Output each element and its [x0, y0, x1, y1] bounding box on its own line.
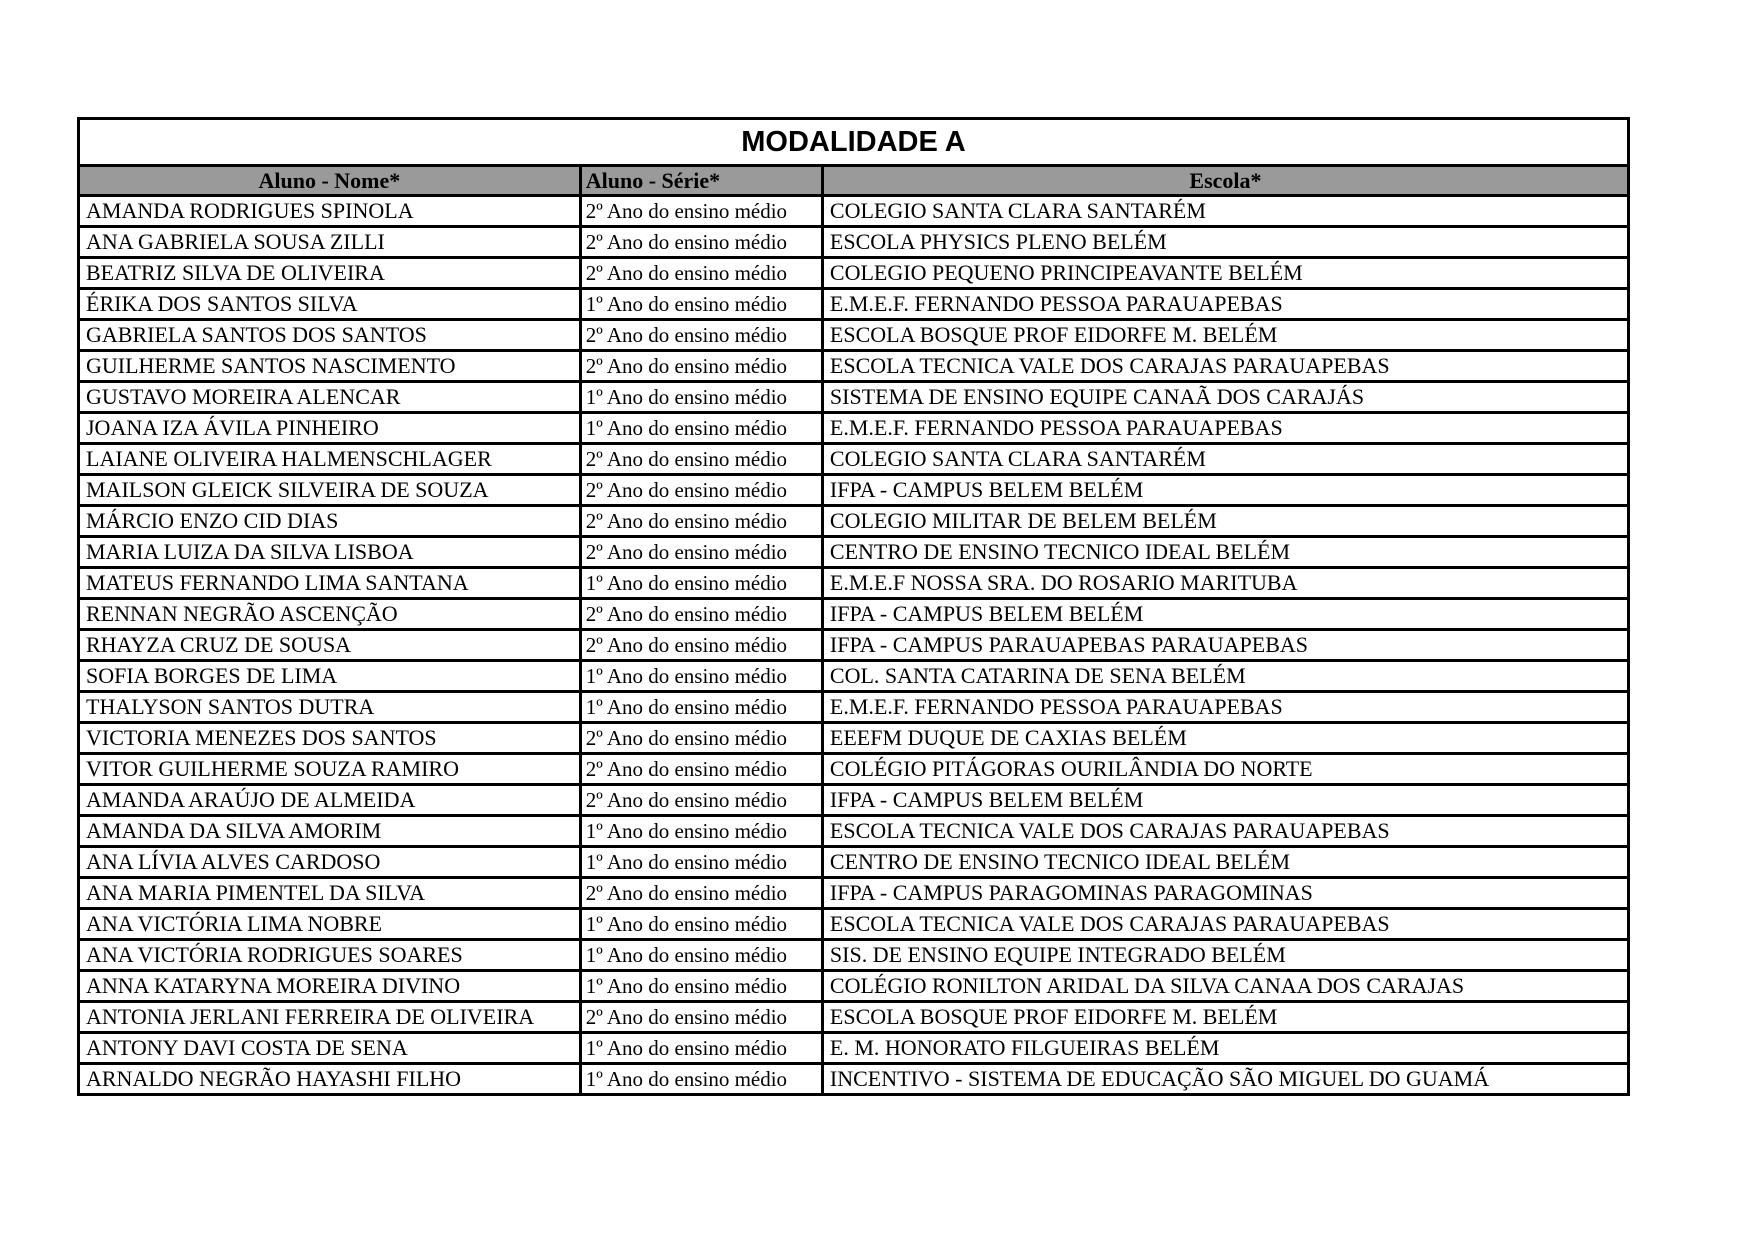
cell-name: ANA VICTÓRIA RODRIGUES SOARES [79, 940, 581, 971]
cell-serie: 1º Ano do ensino médio [580, 382, 822, 413]
cell-serie: 2º Ano do ensino médio [580, 506, 822, 537]
cell-name: RENNAN NEGRÃO ASCENÇÃO [79, 599, 581, 630]
cell-serie: 2º Ano do ensino médio [580, 475, 822, 506]
cell-escola: IFPA - CAMPUS PARAGOMINAS PARAGOMINAS [822, 878, 1628, 909]
cell-serie: 1º Ano do ensino médio [580, 971, 822, 1002]
cell-serie: 1º Ano do ensino médio [580, 909, 822, 940]
cell-escola: E.M.E.F. FERNANDO PESSOA PARAUAPEBAS [822, 692, 1628, 723]
cell-escola: E.M.E.F NOSSA SRA. DO ROSARIO MARITUBA [822, 568, 1628, 599]
cell-escola: COLÉGIO RONILTON ARIDAL DA SILVA CANAA DOS CARAJAS [822, 971, 1628, 1002]
cell-escola: COLEGIO SANTA CLARA SANTARÉM [822, 196, 1628, 227]
table-body [79, 196, 1629, 1095]
cell-escola: E. M. HONORATO FILGUEIRAS BELÉM [822, 1033, 1628, 1064]
cell-name: ANA VICTÓRIA LIMA NOBRE [79, 909, 581, 940]
cell-name: GUILHERME SANTOS NASCIMENTO [79, 351, 581, 382]
cell-serie: 2º Ano do ensino médio [580, 537, 822, 568]
cell-serie: 2º Ano do ensino médio [580, 878, 822, 909]
table-row [79, 847, 1629, 878]
cell-name: GUSTAVO MOREIRA ALENCAR [79, 382, 581, 413]
table-row [79, 816, 1629, 847]
table-row [79, 444, 1629, 475]
cell-serie: 2º Ano do ensino médio [580, 599, 822, 630]
header-escola: Escola* [822, 166, 1628, 196]
cell-escola: COLÉGIO PITÁGORAS OURILÂNDIA DO NORTE [822, 754, 1628, 785]
cell-escola: COLEGIO SANTA CLARA SANTARÉM [822, 444, 1628, 475]
cell-name: VICTORIA MENEZES DOS SANTOS [79, 723, 581, 754]
cell-serie: 2º Ano do ensino médio [580, 227, 822, 258]
cell-escola: CENTRO DE ENSINO TECNICO IDEAL BELÉM [822, 537, 1628, 568]
table-row [79, 630, 1629, 661]
cell-serie: 2º Ano do ensino médio [580, 630, 822, 661]
table-row [79, 196, 1629, 227]
cell-serie: 2º Ano do ensino médio [580, 351, 822, 382]
cell-name: ANA GABRIELA SOUSA ZILLI [79, 227, 581, 258]
cell-escola: SIS. DE ENSINO EQUIPE INTEGRADO BELÉM [822, 940, 1628, 971]
cell-escola: CENTRO DE ENSINO TECNICO IDEAL BELÉM [822, 847, 1628, 878]
cell-serie: 2º Ano do ensino médio [580, 754, 822, 785]
cell-name: AMANDA ARAÚJO DE ALMEIDA [79, 785, 581, 816]
cell-name: ARNALDO NEGRÃO HAYASHI FILHO [79, 1064, 581, 1095]
cell-serie: 1º Ano do ensino médio [580, 289, 822, 320]
cell-escola: INCENTIVO - SISTEMA DE EDUCAÇÃO SÃO MIGUEL DO GUAMÁ [822, 1064, 1628, 1095]
cell-name: BEATRIZ SILVA DE OLIVEIRA [79, 258, 581, 289]
table-row [79, 382, 1629, 413]
table-row [79, 785, 1629, 816]
cell-name: MARIA LUIZA DA SILVA LISBOA [79, 537, 581, 568]
cell-escola: ESCOLA TECNICA VALE DOS CARAJAS PARAUAPEBAS [822, 816, 1628, 847]
table-row [79, 692, 1629, 723]
header-serie: Aluno - Série* [580, 166, 822, 196]
cell-name: GABRIELA SANTOS DOS SANTOS [79, 320, 581, 351]
table-row [79, 289, 1629, 320]
cell-name: ANA LÍVIA ALVES CARDOSO [79, 847, 581, 878]
cell-escola: COL. SANTA CATARINA DE SENA BELÉM [822, 661, 1628, 692]
table-row [79, 723, 1629, 754]
cell-serie: 1º Ano do ensino médio [580, 847, 822, 878]
title-row [79, 119, 1629, 166]
results-sheet [77, 117, 1630, 1096]
cell-name: ÉRIKA DOS SANTOS SILVA [79, 289, 581, 320]
cell-escola: SISTEMA DE ENSINO EQUIPE CANAÃ DOS CARAJÁS [822, 382, 1628, 413]
table-row [79, 1002, 1629, 1033]
cell-serie: 1º Ano do ensino médio [580, 568, 822, 599]
cell-name: MATEUS FERNANDO LIMA SANTANA [79, 568, 581, 599]
table-row [79, 599, 1629, 630]
cell-escola: ESCOLA TECNICA VALE DOS CARAJAS PARAUAPEBAS [822, 909, 1628, 940]
cell-serie: 2º Ano do ensino médio [580, 320, 822, 351]
table-title: MODALIDADE A [79, 119, 1629, 166]
cell-name: AMANDA RODRIGUES SPINOLA [79, 196, 581, 227]
table-row [79, 971, 1629, 1002]
table-row [79, 1033, 1629, 1064]
cell-serie: 1º Ano do ensino médio [580, 1033, 822, 1064]
table-row [79, 754, 1629, 785]
cell-escola: IFPA - CAMPUS BELEM BELÉM [822, 785, 1628, 816]
cell-serie: 1º Ano do ensino médio [580, 940, 822, 971]
cell-escola: E.M.E.F. FERNANDO PESSOA PARAUAPEBAS [822, 413, 1628, 444]
table-row [79, 351, 1629, 382]
table-row [79, 661, 1629, 692]
table-row [79, 506, 1629, 537]
cell-escola: IFPA - CAMPUS PARAUAPEBAS PARAUAPEBAS [822, 630, 1628, 661]
table-row [79, 413, 1629, 444]
cell-name: ANNA KATARYNA MOREIRA DIVINO [79, 971, 581, 1002]
cell-escola: EEEFM DUQUE DE CAXIAS BELÉM [822, 723, 1628, 754]
cell-escola: COLEGIO PEQUENO PRINCIPEAVANTE BELÉM [822, 258, 1628, 289]
cell-name: ANTONIA JERLANI FERREIRA DE OLIVEIRA [79, 1002, 581, 1033]
cell-serie: 2º Ano do ensino médio [580, 444, 822, 475]
table-row [79, 909, 1629, 940]
header-row [79, 166, 1629, 196]
table-row [79, 320, 1629, 351]
cell-name: ANA MARIA PIMENTEL DA SILVA [79, 878, 581, 909]
results-table [77, 117, 1630, 1096]
cell-serie: 1º Ano do ensino médio [580, 816, 822, 847]
cell-name: LAIANE OLIVEIRA HALMENSCHLAGER [79, 444, 581, 475]
cell-escola: ESCOLA BOSQUE PROF EIDORFE M. BELÉM [822, 320, 1628, 351]
cell-escola: ESCOLA TECNICA VALE DOS CARAJAS PARAUAPEBAS [822, 351, 1628, 382]
table-row [79, 568, 1629, 599]
cell-serie: 2º Ano do ensino médio [580, 196, 822, 227]
cell-name: MÁRCIO ENZO CID DIAS [79, 506, 581, 537]
table-row [79, 940, 1629, 971]
cell-name: AMANDA DA SILVA AMORIM [79, 816, 581, 847]
cell-escola: E.M.E.F. FERNANDO PESSOA PARAUAPEBAS [822, 289, 1628, 320]
table-row [79, 475, 1629, 506]
cell-name: SOFIA BORGES DE LIMA [79, 661, 581, 692]
table-row [79, 537, 1629, 568]
cell-serie: 1º Ano do ensino médio [580, 692, 822, 723]
cell-serie: 2º Ano do ensino médio [580, 1002, 822, 1033]
cell-escola: COLEGIO MILITAR DE BELEM BELÉM [822, 506, 1628, 537]
cell-serie: 2º Ano do ensino médio [580, 258, 822, 289]
cell-serie: 2º Ano do ensino médio [580, 785, 822, 816]
cell-name: THALYSON SANTOS DUTRA [79, 692, 581, 723]
cell-name: RHAYZA CRUZ DE SOUSA [79, 630, 581, 661]
cell-name: JOANA IZA ÁVILA PINHEIRO [79, 413, 581, 444]
cell-escola: IFPA - CAMPUS BELEM BELÉM [822, 475, 1628, 506]
header-name: Aluno - Nome* [79, 166, 581, 196]
cell-serie: 1º Ano do ensino médio [580, 1064, 822, 1095]
cell-name: MAILSON GLEICK SILVEIRA DE SOUZA [79, 475, 581, 506]
cell-name: ANTONY DAVI COSTA DE SENA [79, 1033, 581, 1064]
cell-serie: 1º Ano do ensino médio [580, 413, 822, 444]
cell-serie: 2º Ano do ensino médio [580, 723, 822, 754]
table-row [79, 258, 1629, 289]
cell-name: VITOR GUILHERME SOUZA RAMIRO [79, 754, 581, 785]
table-row [79, 227, 1629, 258]
cell-escola: ESCOLA PHYSICS PLENO BELÉM [822, 227, 1628, 258]
cell-serie: 1º Ano do ensino médio [580, 661, 822, 692]
table-row [79, 878, 1629, 909]
table-row [79, 1064, 1629, 1095]
cell-escola: IFPA - CAMPUS BELEM BELÉM [822, 599, 1628, 630]
cell-escola: ESCOLA BOSQUE PROF EIDORFE M. BELÉM [822, 1002, 1628, 1033]
